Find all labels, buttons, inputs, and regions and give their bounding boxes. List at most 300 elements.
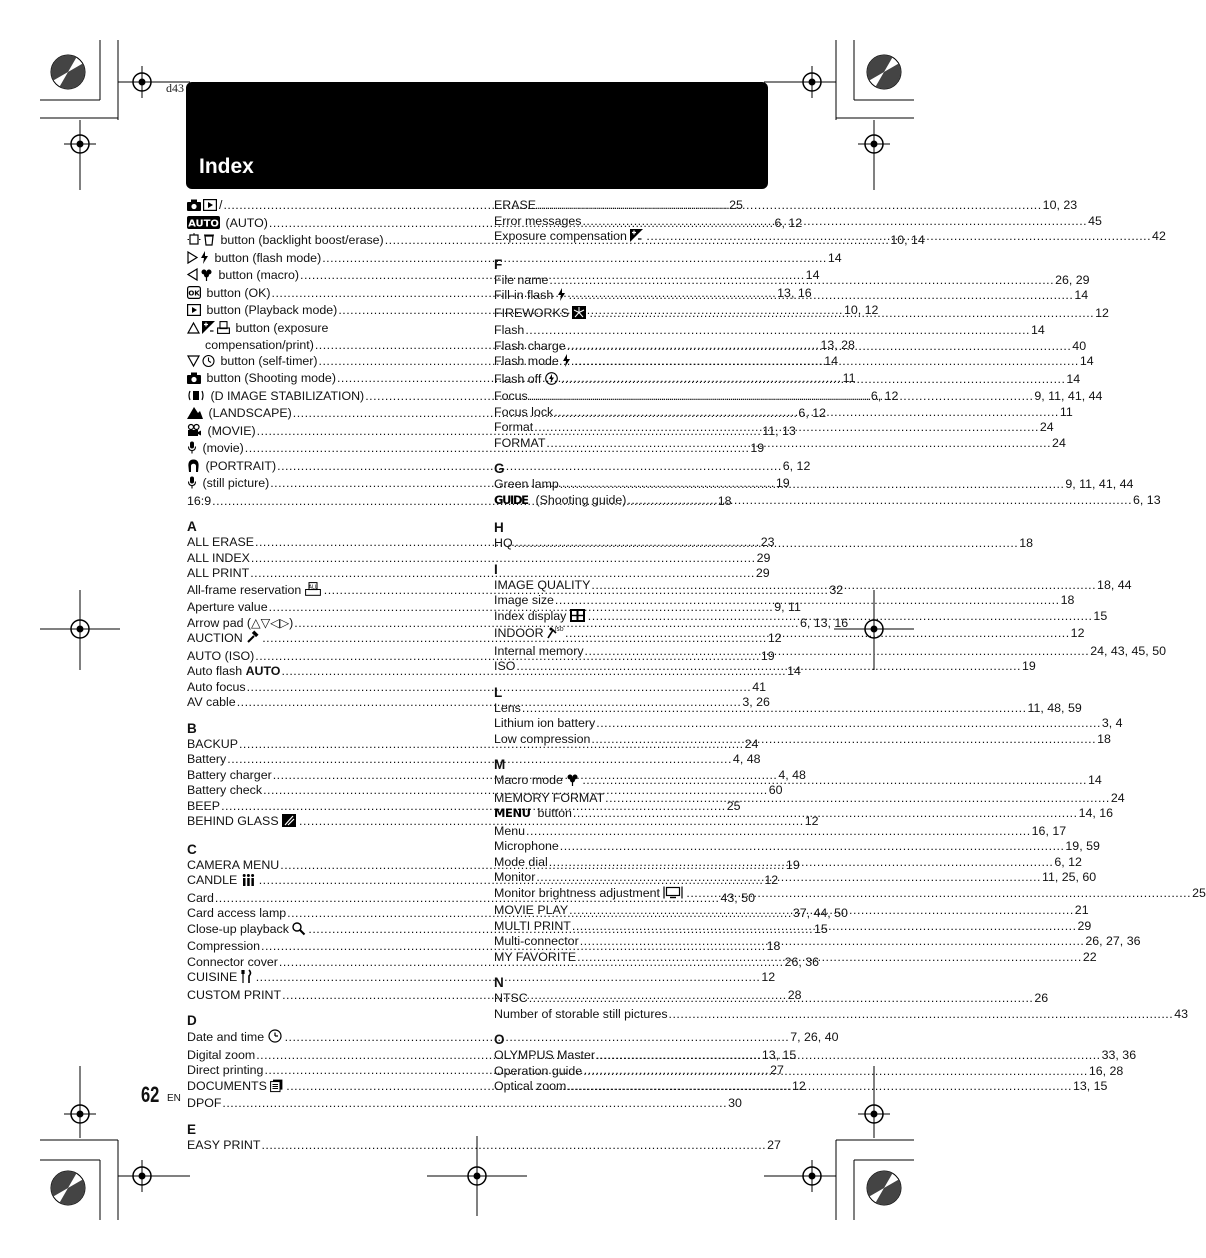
page-refs: 14: [1074, 288, 1089, 302]
index-entry: [187, 321, 457, 339]
index-term-text: Lens: [494, 700, 521, 715]
index-term: [187, 814, 298, 832]
page-header: [186, 82, 768, 189]
index-term-text: ALL INDEX: [187, 550, 250, 565]
index-term: [494, 593, 554, 609]
index-term: [494, 644, 584, 660]
index-term-text: Multi-connector: [494, 934, 579, 948]
leader-dots: [569, 285, 1074, 304]
section-letter: E: [187, 1121, 197, 1137]
index-term: [494, 493, 626, 511]
index-entry: [187, 1096, 742, 1112]
index-entry: [187, 1029, 839, 1048]
index-term-text: MY FAVORITE: [494, 949, 577, 964]
index-term-text: Fill-in flash: [494, 288, 557, 302]
index-term: [494, 732, 590, 748]
candle-icon: [241, 873, 256, 891]
index-term: [494, 886, 685, 904]
index-term: [187, 970, 255, 988]
index-term-text: MOVIE PLAY: [494, 903, 569, 917]
exposure-icon: [630, 229, 643, 247]
index-term-text: (PORTRAIT): [202, 458, 277, 473]
page-refs: 14: [1030, 323, 1045, 337]
index-term-text: Number of storable still pictures: [494, 1006, 668, 1021]
page-number: 62: [141, 1082, 160, 1107]
index-term: [494, 306, 588, 324]
leader-dots: [567, 339, 1072, 355]
index-term: [494, 229, 645, 247]
page-refs: 26, 29: [1055, 272, 1090, 287]
leader-dots: [572, 919, 1077, 935]
index-term: [494, 839, 559, 855]
page-refs: 14: [1079, 354, 1094, 368]
index-term-text: Focus: [494, 389, 528, 403]
leader-dots: [589, 306, 1094, 322]
index-term-text: Image size: [494, 593, 554, 607]
leader-dots: [516, 659, 1021, 675]
section-letter: C: [187, 841, 197, 857]
index-term-text: Low compression: [494, 731, 591, 746]
index-term: [187, 476, 269, 494]
page-refs: 14: [1087, 773, 1102, 787]
page-refs: 27: [767, 1137, 781, 1152]
index-term-text: button (OK): [203, 285, 271, 300]
page-refs: 10, 23: [1042, 198, 1078, 212]
index-term-text: BACKUP: [187, 736, 238, 751]
index-term: [187, 441, 244, 459]
index-term: [494, 420, 533, 436]
leader-dots: [596, 716, 1101, 732]
page-refs: 14: [827, 250, 842, 265]
page-refs: 24: [1110, 790, 1125, 805]
index-term-text: EASY PRINT: [187, 1137, 261, 1152]
index-term: [494, 716, 595, 732]
section-letter: B: [187, 720, 197, 736]
leader-dots: [529, 389, 1034, 405]
leader-dots: [591, 578, 1096, 594]
svg-text:ISO: ISO: [555, 627, 564, 633]
index-term-text: Index display: [494, 608, 570, 623]
leader-dots: [646, 229, 1151, 245]
index-term-text: AUTO (ISO): [187, 648, 255, 663]
stabilization-icon: [187, 389, 205, 407]
page-refs: 29: [756, 550, 771, 565]
leader-dots: [591, 732, 1096, 748]
index-term: [187, 566, 249, 582]
erase-icon: [203, 233, 215, 251]
section-letter: A: [187, 519, 197, 534]
leader-dots: [526, 824, 1031, 840]
section-letter: I: [494, 561, 498, 577]
index-term: [494, 903, 568, 919]
index-term-text: Card access lamp: [187, 906, 287, 920]
index-term-text: button (macro): [215, 268, 300, 282]
page-refs: 24: [744, 736, 759, 751]
index-term-text: (Shooting guide): [532, 492, 627, 507]
leader-dots: [573, 806, 1078, 822]
page-refs: 13, 16: [777, 285, 812, 300]
index-entry: [494, 435, 1066, 452]
leader-dots: [585, 644, 1090, 660]
index-term-text: Card: [187, 890, 214, 905]
page-refs: 6, 12: [870, 388, 899, 403]
index-term: [187, 459, 276, 477]
page-refs: 41: [752, 679, 767, 694]
backlight-icon: [187, 233, 201, 251]
up-arrow-icon: [187, 322, 200, 339]
index-entry: [187, 1137, 781, 1154]
index-entry: [494, 885, 1206, 904]
index-term-text: File name: [494, 272, 549, 287]
index-term-text: Battery: [187, 752, 227, 766]
index-term: [187, 649, 254, 665]
svg-text:GUIDE: GUIDE: [494, 492, 529, 507]
leader-dots: [555, 593, 1060, 609]
page-refs: 3, 26: [742, 695, 770, 709]
page-refs: 19: [785, 857, 800, 872]
leader-dots: [549, 273, 1054, 289]
index-term: [494, 934, 579, 950]
page-refs: 13, 15: [1072, 1079, 1108, 1093]
page-title: Index: [199, 155, 254, 178]
index-term-text: Connector cover: [187, 954, 278, 969]
page-refs: 21: [1074, 903, 1089, 917]
index-term-text: Auto flash: [187, 664, 246, 678]
page-refs: 18: [1097, 731, 1111, 746]
page-refs: 45: [1088, 213, 1102, 228]
leader-dots: [536, 870, 1041, 886]
behind-glass-icon: [282, 814, 296, 832]
page-refs: 22: [1082, 949, 1097, 964]
leader-dots: [569, 903, 1074, 919]
svg-text:AUTO: AUTO: [188, 218, 219, 229]
section-letter: D: [187, 1013, 197, 1028]
leader-dots: [537, 198, 1042, 214]
index-term-text: MULTI PRINT: [494, 918, 571, 933]
index-term: [187, 1079, 285, 1097]
page-refs: 15: [814, 921, 828, 936]
page-refs: 42: [1152, 229, 1166, 243]
index-term: [187, 891, 214, 907]
flash-icon: [562, 354, 571, 372]
index-term: [187, 268, 299, 286]
section-letter: G: [494, 461, 505, 476]
index-term: [494, 626, 564, 644]
page-refs: 12: [791, 1078, 806, 1093]
microphone-icon: [187, 441, 197, 459]
index-term: [494, 339, 566, 355]
leader-dots: [577, 950, 1082, 966]
leader-dots: [560, 839, 1065, 855]
page-refs: 11, 25, 60: [1041, 870, 1097, 884]
index-term-text: (AUTO): [222, 215, 268, 230]
clock-icon: [268, 1029, 282, 1048]
index-term-text: All-frame reservation: [187, 582, 305, 597]
job-slug: d43: [166, 81, 184, 95]
index-term-text: Microphone: [494, 839, 559, 853]
index-term-text: AV cable: [187, 695, 236, 709]
index-term: [494, 870, 535, 886]
index-term-text: Format: [494, 420, 534, 434]
index-term: [187, 1048, 255, 1064]
leader-dots: [222, 1096, 727, 1112]
flash-icon: [200, 251, 209, 269]
index-term-text: Battery check: [187, 783, 263, 797]
page-refs: 11: [1059, 404, 1073, 419]
svg-text:MENU: MENU: [494, 806, 531, 820]
index-term: [205, 338, 314, 354]
index-entry: [494, 839, 1100, 855]
page-refs: 18, 44: [1097, 577, 1132, 592]
leader-dots: [583, 1064, 1088, 1080]
section-letter: L: [494, 684, 503, 700]
index-term: [187, 922, 307, 940]
index-term-text: Focus lock: [494, 404, 554, 419]
index-term: [187, 286, 271, 304]
page-refs: 24: [1052, 435, 1066, 450]
index-term-text: button (exposure: [232, 320, 329, 335]
auction-icon: [246, 631, 259, 649]
page-refs: 9, 11, 41, 44: [1065, 477, 1134, 491]
leader-dots: [522, 701, 1027, 717]
index-term-text: CAMERA MENU: [187, 857, 280, 872]
index-term-text: MEMORY FORMAT: [494, 790, 605, 805]
index-term: [187, 600, 268, 616]
left-arrow-icon: [187, 268, 198, 286]
index-term-text: INDOOR: [494, 626, 548, 640]
page-refs: 7, 26, 40: [790, 1030, 839, 1044]
landscape-icon: [187, 406, 203, 424]
svg-text:OK: OK: [188, 289, 200, 297]
index-term: [187, 371, 336, 389]
index-term: [494, 288, 568, 306]
movie-icon: [187, 424, 202, 442]
index-term-text: button (self-timer): [217, 353, 318, 368]
page-refs: 3, 4: [1101, 716, 1123, 730]
index-term-text: Close-up playback: [187, 921, 293, 936]
page-refs: 29: [1077, 918, 1092, 933]
page-refs: 26: [1034, 991, 1049, 1005]
auto-badge-icon: [187, 216, 220, 234]
index-entry: [494, 1006, 1188, 1023]
index-term: [187, 616, 293, 632]
index-entry: [494, 823, 1067, 840]
index-term: [187, 321, 328, 339]
index-term-text: Flash off: [494, 371, 545, 386]
index-term: [187, 303, 337, 321]
page-refs: 13, 15: [761, 1047, 797, 1062]
page-refs: 12: [764, 873, 779, 887]
index-term-text: button (Playback mode): [203, 303, 338, 317]
index-term-text: Macro mode: [494, 773, 567, 787]
index-entry: [494, 870, 1097, 886]
index-term-text: CUSTOM PRINT: [187, 987, 282, 1002]
index-term: [187, 955, 278, 971]
index-term-text: DOCUMENTS: [187, 1078, 271, 1093]
index-term-text: (still picture): [199, 476, 270, 490]
index-term-text: ISO: [494, 659, 516, 673]
index-display-icon: [570, 609, 585, 627]
index-term: [494, 1007, 668, 1023]
leader-dots: [605, 791, 1110, 807]
index-term: [187, 216, 268, 234]
index-term-text: Internal memory: [494, 643, 584, 658]
index-term: [187, 1138, 260, 1154]
index-term-text: Battery charger: [187, 767, 272, 782]
page-refs: 10, 14: [890, 233, 925, 247]
index-term: [494, 536, 513, 552]
leader-dots: [565, 626, 1070, 642]
leader-dots: [560, 477, 1065, 493]
leader-dots: [549, 855, 1054, 871]
index-term-text: Date and time: [187, 1030, 268, 1044]
page-refs: 11, 13: [762, 423, 796, 438]
page-folio: [141, 1082, 181, 1108]
index-entry: [494, 716, 1123, 732]
camera-icon: [187, 199, 201, 216]
index-term-text: Error messages: [494, 213, 582, 228]
flash-off-icon: [545, 372, 558, 390]
index-term: [494, 214, 581, 230]
index-term-text: Monitor: [494, 870, 536, 884]
index-term-text: Flash: [494, 323, 525, 337]
index-term: [187, 858, 279, 874]
page-refs: 18: [766, 939, 781, 953]
index-term: [187, 582, 323, 601]
index-term-text: DPOF: [187, 1096, 222, 1110]
index-term-text: BEHIND GLASS: [187, 814, 283, 828]
page-refs: 25: [1192, 885, 1206, 900]
index-term-text: Exposure compensation: [494, 229, 631, 243]
index-entry: [187, 752, 761, 768]
index-term: [187, 354, 318, 372]
page-refs: 24: [1039, 420, 1054, 434]
index-term: [494, 701, 521, 717]
index-term: [187, 389, 364, 407]
index-term-text: (LANDSCAPE): [205, 406, 292, 420]
down-arrow-icon: [187, 355, 200, 372]
page-refs: 12: [1070, 626, 1085, 640]
index-entry: [187, 566, 770, 582]
leader-dots: [686, 886, 1191, 902]
index-term-text: (D IMAGE STABILIZATION): [207, 388, 365, 403]
index-entry: [494, 626, 1085, 644]
page-refs: 12: [767, 631, 782, 645]
monitor-icon: [663, 886, 683, 904]
page-refs: 6, 12: [1054, 854, 1082, 869]
page-refs: 16, 28: [1088, 1063, 1124, 1078]
index-entry: [187, 679, 767, 696]
page-refs: 12: [1095, 305, 1109, 320]
all-print-icon: [305, 582, 321, 601]
cuisine-icon: [241, 970, 253, 988]
page-refs: 14, 16: [1078, 806, 1114, 820]
playback-icon: [203, 199, 217, 216]
menu-badge-icon: [494, 806, 532, 824]
index-term: [494, 273, 548, 289]
leader-dots: [582, 214, 1087, 230]
page-refs: 9, 11: [774, 600, 801, 614]
index-term: [187, 198, 222, 216]
page-refs: 29: [755, 566, 770, 580]
page-refs: 12: [804, 814, 819, 828]
index-term: [187, 233, 384, 251]
index-term: [187, 406, 292, 424]
zoom-icon: [292, 922, 305, 940]
section-letter: N: [494, 975, 504, 990]
index-term: [494, 372, 560, 390]
index-term: [494, 198, 536, 214]
leader-dots: [627, 493, 1132, 509]
index-term: [187, 939, 260, 955]
page-refs: 13, 28: [820, 338, 855, 352]
exposure-icon: [202, 321, 215, 339]
leader-dots: [525, 323, 1030, 339]
page-refs: 26, 27, 36: [1085, 934, 1141, 948]
page-refs: 23: [760, 535, 775, 549]
index-term: [187, 906, 286, 922]
leader-dots: [534, 420, 1039, 436]
ok-icon: [187, 286, 201, 304]
fireworks-icon: [572, 306, 586, 324]
index-term: [187, 551, 250, 567]
index-term-text: ALL PRINT: [187, 566, 250, 580]
index-term-text: button (flash mode): [211, 250, 322, 265]
index-term-text: BEEP: [187, 798, 221, 813]
page-refs: 14: [824, 353, 838, 368]
index-term-text: CUISINE: [187, 970, 241, 984]
index-term-text: Green lamp: [494, 477, 559, 491]
index-term-text: Compression: [187, 939, 260, 953]
index-entry: [494, 492, 1161, 511]
index-term: [187, 768, 272, 784]
index-term: [494, 806, 572, 824]
index-term: [494, 578, 590, 594]
leader-dots: [261, 1138, 766, 1154]
leader-dots: [567, 1079, 1072, 1095]
print-icon: [217, 321, 230, 339]
flash-icon: [557, 288, 566, 306]
index-term-text: Lithium ion battery: [494, 716, 596, 730]
index-term: [494, 389, 528, 405]
index-term: [494, 919, 571, 935]
portrait-icon: [187, 459, 200, 477]
index-term-text: Auto focus: [187, 679, 246, 694]
page-refs: 40: [1072, 338, 1087, 353]
page-refs: 19: [750, 441, 765, 455]
index-term: [494, 1079, 566, 1095]
page-refs: 18: [1019, 536, 1034, 550]
page-refs: 25: [726, 798, 741, 813]
index-term-text: ALL ERASE: [187, 535, 255, 549]
index-entry: [494, 198, 1078, 214]
index-term: [187, 695, 236, 711]
page-refs: 24, 43, 45, 50: [1090, 643, 1166, 658]
leader-dots: [588, 609, 1093, 625]
index-term: [187, 424, 256, 442]
index-term: [494, 1048, 595, 1064]
index-entry: [494, 323, 1045, 339]
page-refs: 16, 17: [1031, 823, 1067, 838]
svg-text:ALL: ALL: [308, 584, 318, 590]
index-term: [494, 791, 604, 807]
index-term-text: Optical zoom: [494, 1079, 567, 1093]
leader-dots: [529, 991, 1034, 1007]
section-letter: F: [494, 256, 503, 272]
self-timer-icon: [202, 354, 215, 372]
page-refs: 6, 13, 16: [799, 615, 849, 630]
index-term-text: FORMAT: [494, 435, 546, 450]
